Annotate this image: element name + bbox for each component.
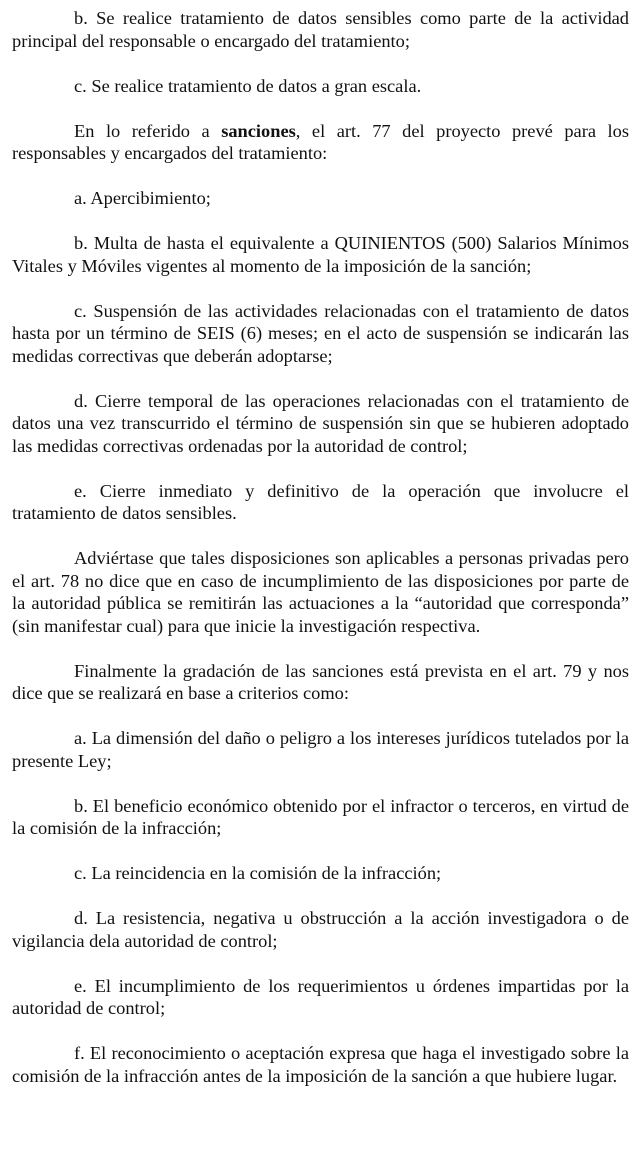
- paragraph-art-78-note: Adviértase que tales disposiciones son aplicables a personas privadas pero el art. 78 no dice que en caso de incumplimiento de las disposiciones por parte de la autoridad pública se remitirán las actuaciones a la “autoridad que corresponda” (sin manifestar cual) para que inicie la investigación respectiva.: [12, 548, 629, 636]
- paragraph-grading-a: a. La dimensión del daño o peligro a los intereses jurídicos tutelados por la presente Ley;: [12, 728, 629, 771]
- paragraph-sanction-e: e. Cierre inmediato y definitivo de la operación que involucre el tratamiento de datos sensibles.: [12, 480, 629, 523]
- paragraph-criterion-b: b. Se realice tratamiento de datos sensibles como parte de la actividad principal del responsable o encargado del tratamiento;: [12, 8, 629, 51]
- paragraph-sanction-a: a. Apercibimiento;: [74, 188, 211, 208]
- paragraph-grading-c: c. La reincidencia en la comisión de la infracción;: [74, 863, 442, 883]
- paragraph-sanction-b: b. Multa de hasta el equivalente a QUINIENTOS (500) Salarios Mínimos Vitales y Móviles vigentes al momento de la imposición de la sanción;: [12, 233, 629, 276]
- paragraph-sanctions-intro: [12, 120, 629, 165]
- sanctions-keyword: sanciones: [221, 120, 296, 141]
- paragraph-grading-b: b. El beneficio económico obtenido por el infractor o terceros, en virtud de la comisión de la infracción;: [12, 795, 629, 838]
- sanctions-intro-after: , el art. 77 del proyecto prevé para los responsables y encargados del tratamiento:: [12, 120, 629, 163]
- paragraph-art-79-intro: Finalmente la gradación de las sanciones está prevista en el art. 79 y nos dice que se realizará en base a criterios como:: [12, 660, 629, 703]
- paragraph-criterion-c: c. Se realice tratamiento de datos a gran escala.: [74, 75, 422, 96]
- paragraph-grading-f: f. El reconocimiento o aceptación expresa que haga el investigado sobre la comisión de la infracción antes de la imposición de la sanción a que hubiere lugar.: [12, 1043, 629, 1086]
- document-page: [12, 7, 629, 1087]
- paragraph-grading-e: e. El incumplimiento de los requerimientos u órdenes impartidas por la autoridad de control;: [12, 975, 629, 1018]
- sanctions-intro-before: En lo referido a: [74, 120, 222, 141]
- paragraph-sanction-c: c. Suspensión de las actividades relacionadas con el tratamiento de datos hasta por un término de SEIS (6) meses; en el acto de suspensión se indicarán las medidas correctivas que deberán adoptarse;: [12, 300, 629, 366]
- paragraph-grading-d: d. La resistencia, negativa u obstrucción a la acción investigadora o de vigilancia dela autoridad de control;: [12, 908, 629, 951]
- paragraph-sanction-d: d. Cierre temporal de las operaciones relacionadas con el tratamiento de datos una vez transcurrido el término de suspensión sin que se hubieren adoptado las medidas correctivas ordenadas por la autoridad de control;: [12, 390, 629, 456]
